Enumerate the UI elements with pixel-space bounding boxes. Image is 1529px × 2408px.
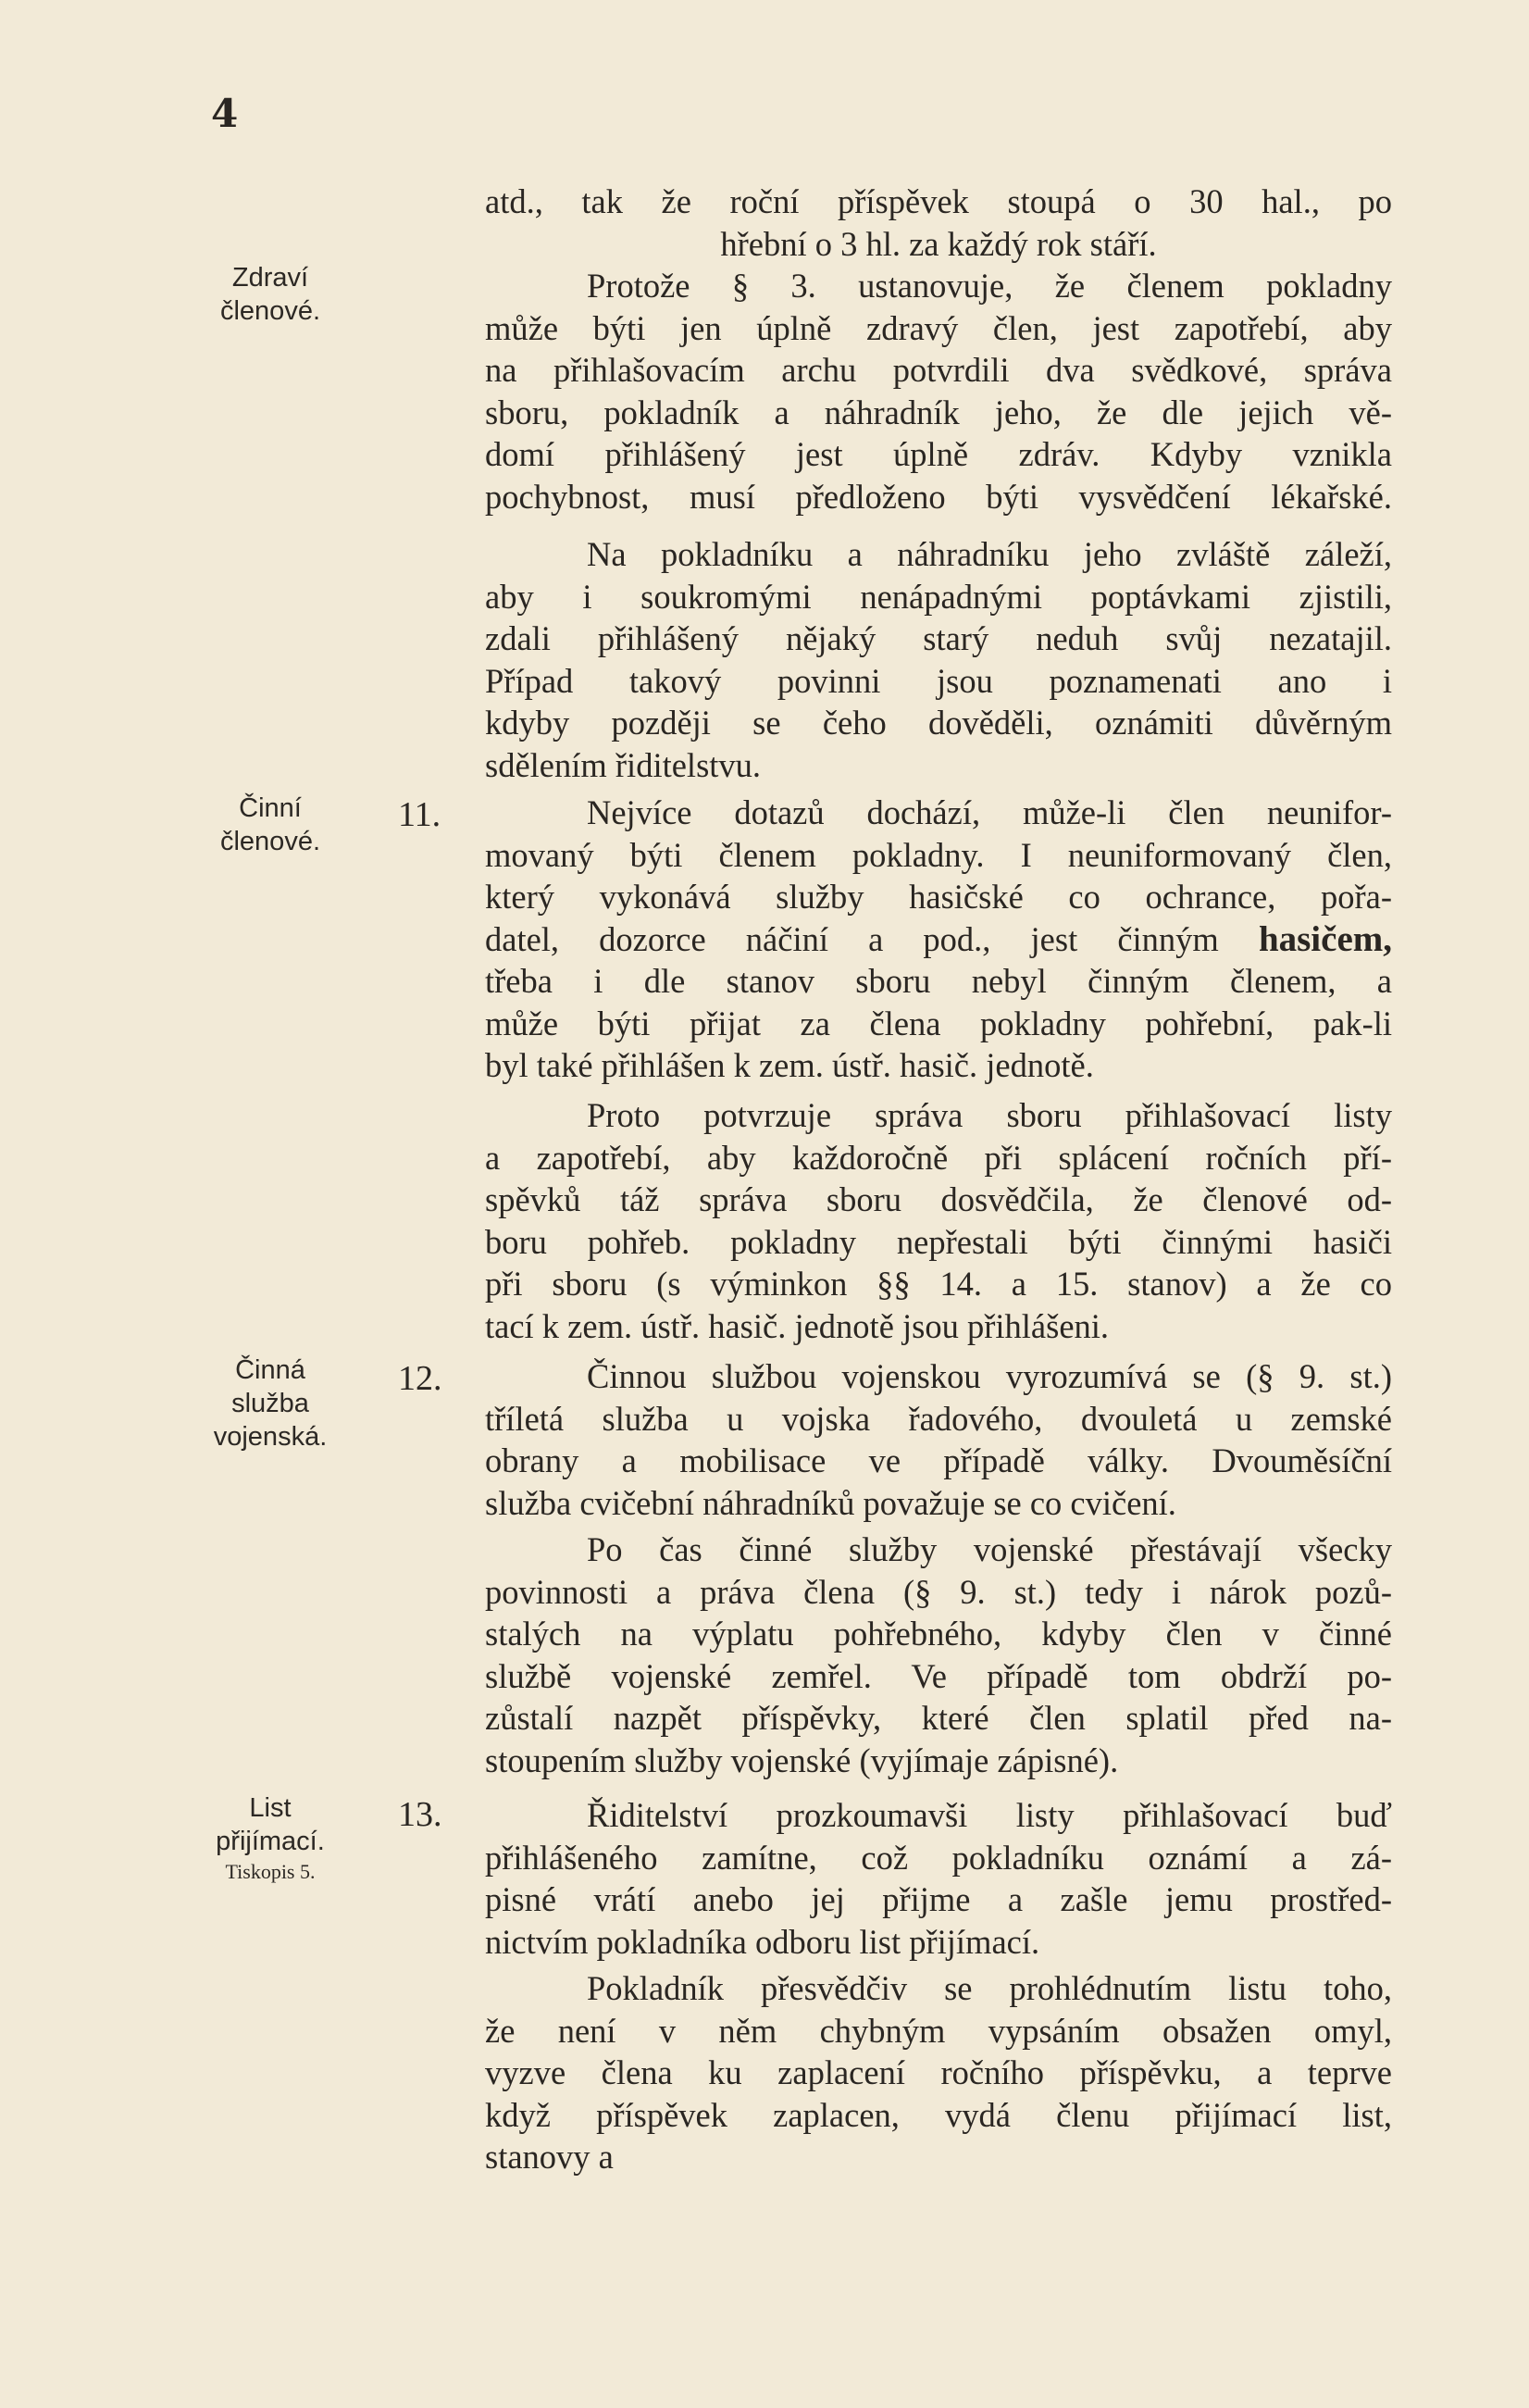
text-line: pisné vrátí anebo jej přijme a zašle jemu prostřed- bbox=[485, 1880, 1392, 1918]
text-line: stanovy a bbox=[485, 2138, 614, 2176]
text-line: když příspěvek zaplacen, vydá členu přijímací list, bbox=[485, 2095, 1392, 2134]
paragraph-active-members bbox=[485, 792, 1392, 1087]
text-line: Na pokladníku a náhradníku jeho zvláště záleží, bbox=[587, 535, 1392, 573]
section-number-13: 13. bbox=[398, 1795, 442, 1834]
text-line: byl také přihlášen k zem. ústř. hasič. jednotě. bbox=[485, 1046, 1094, 1084]
margin-note-cinna-sluzba bbox=[159, 1354, 381, 1454]
margin-note-cinni bbox=[159, 792, 381, 858]
text-line: stoupením služby vojenské (vyjímaje zápisné). bbox=[485, 1740, 1119, 1779]
text-line: Pokladník přesvědčiv se prohlédnutím listu toho, bbox=[587, 1969, 1392, 2007]
section-number-11: 11. bbox=[398, 795, 441, 834]
text-line: tříletá služba u vojska řadového, dvouletá u zemské bbox=[485, 1399, 1392, 1438]
text-line: zdali přihlášený nějaký starý neduh svůj nezatajil. bbox=[485, 619, 1392, 657]
text-line: že není v něm chybným vypsáním obsažen omyl, bbox=[485, 2011, 1392, 2050]
text-line: Řiditelství prozkoumavši listy přihlašovací buď bbox=[587, 1796, 1392, 1834]
text-line: který vykonává služby hasičské co ochrance, pořa- bbox=[485, 878, 1392, 916]
text-line: stalých na výplatu pohřebného, kdyby člen v činné bbox=[485, 1615, 1392, 1653]
text-line: domí přihlášený jest úplně zdráv. Kdyby vznikla bbox=[485, 435, 1392, 473]
margin-note-line: Činná bbox=[235, 1355, 305, 1385]
paragraph-intro bbox=[485, 181, 1392, 265]
text-fragment: datel, dozorce náčiní a pod., jest činným bbox=[485, 919, 1219, 958]
text-line: boru pohřeb. pokladny nepřestali býti činnými hasiči bbox=[485, 1222, 1392, 1261]
margin-note-list bbox=[159, 1791, 381, 1886]
text-line: Případ takový povinni jsou poznamenati ano i bbox=[485, 661, 1392, 700]
margin-note-line: služba bbox=[231, 1389, 309, 1418]
text-line: pochybnost, musí předloženo býti vysvědčení lékařské. bbox=[485, 477, 1392, 516]
text-line: movaný býti členem pokladny. I neuniformovaný člen, bbox=[485, 835, 1392, 874]
text-line: spěvků táž správa sboru dosvědčila, že členové od- bbox=[485, 1180, 1392, 1218]
text-line: hřební o 3 hl. za každý rok stáří. bbox=[720, 224, 1157, 263]
bold-word: hasičem, bbox=[1258, 918, 1392, 959]
text-line: obrany a mobilisace ve případě války. Dvouměsíční bbox=[485, 1441, 1392, 1479]
text-line: může býti přijat za člena pokladny pohřební, pak-li bbox=[485, 1004, 1392, 1042]
paragraph-confirmation bbox=[485, 1094, 1392, 1347]
margin-note-line: Činní bbox=[239, 793, 302, 823]
text-line-with-bold bbox=[485, 918, 1392, 961]
text-line: třeba i dle stanov sboru nebyl činným členem, a bbox=[485, 962, 1392, 1000]
text-line: zůstalí nazpět příspěvky, které člen splatil před na- bbox=[485, 1699, 1392, 1737]
paragraph-healthy-members bbox=[485, 265, 1392, 518]
margin-note-line: List bbox=[249, 1793, 292, 1823]
text-line: Protože § 3. ustanovuje, že členem pokladny bbox=[587, 267, 1392, 305]
margin-note-zdravi bbox=[159, 261, 381, 328]
text-line: může býti jen úplně zdravý člen, jest zapotřebí, aby bbox=[485, 308, 1392, 347]
text-line: Nejvíce dotazů dochází, může-li člen neunifor- bbox=[587, 793, 1392, 831]
margin-note-form-ref: Tiskopis 5. bbox=[225, 1860, 316, 1883]
section-number-12: 12. bbox=[398, 1359, 442, 1398]
text-line: nictvím pokladníka odboru list přijímací. bbox=[485, 1922, 1040, 1961]
page-number: 4 bbox=[211, 91, 239, 136]
text-line: sdělením řiditelstvu. bbox=[485, 745, 762, 784]
text-line: atd., tak že roční příspěvek stoupá o 30 hal., po bbox=[485, 182, 1392, 220]
text-line: přihlášeného zamítne, což pokladníku oznámí a zá- bbox=[485, 1838, 1392, 1877]
margin-note-line: vojenská. bbox=[213, 1422, 328, 1452]
text-line: služba cvičební náhradníků považuje se co cvičení. bbox=[485, 1483, 1176, 1522]
margin-note-line: členové. bbox=[219, 296, 320, 326]
text-line: kdyby později se čeho dověděli, oznámiti důvěrným bbox=[485, 704, 1392, 742]
text-line: povinnosti a práva člena (§ 9. st.) tedy i nárok pozů- bbox=[485, 1572, 1392, 1611]
text-line: na přihlašovacím archu potvrdili dva svědkové, správa bbox=[485, 351, 1392, 389]
paragraph-cashier-duty bbox=[485, 533, 1392, 786]
paragraph-acceptance-list bbox=[485, 1794, 1392, 1963]
text-line: službě vojenské zemřel. Ve případě tom obdrží po- bbox=[485, 1656, 1392, 1695]
text-line: a zapotřebí, aby každoročně při splácení ročních pří- bbox=[485, 1138, 1392, 1177]
text-line: Proto potvrzuje správa sboru přihlašovací listy bbox=[587, 1096, 1392, 1134]
text-line: vyzve člena ku zaplacení ročního příspěvku, a teprve bbox=[485, 2053, 1392, 2091]
margin-note-line: Zdraví bbox=[231, 263, 309, 293]
margin-note-line: členové. bbox=[219, 827, 320, 856]
text-line: aby i soukromými nenápadnými poptávkami zjistili, bbox=[485, 577, 1392, 616]
paragraph-cashier-verification bbox=[485, 1967, 1392, 2178]
margin-note-line: přijímací. bbox=[216, 1827, 325, 1856]
text-line: tací k zem. ústř. hasič. jednotě jsou přihlášeni. bbox=[485, 1306, 1110, 1345]
text-line: Činnou službou vojenskou vyrozumívá se (§ 9. st.) bbox=[587, 1357, 1392, 1395]
text-line: Po čas činné služby vojenské přestávají všecky bbox=[587, 1530, 1392, 1568]
text-line: sboru, pokladník a náhradník jeho, že dle jejich vě- bbox=[485, 393, 1392, 431]
text-line: při sboru (s výminkon §§ 14. a 15. stanov) a že co bbox=[485, 1265, 1392, 1303]
paragraph-military-service bbox=[485, 1355, 1392, 1524]
paragraph-service-suspension bbox=[485, 1528, 1392, 1781]
